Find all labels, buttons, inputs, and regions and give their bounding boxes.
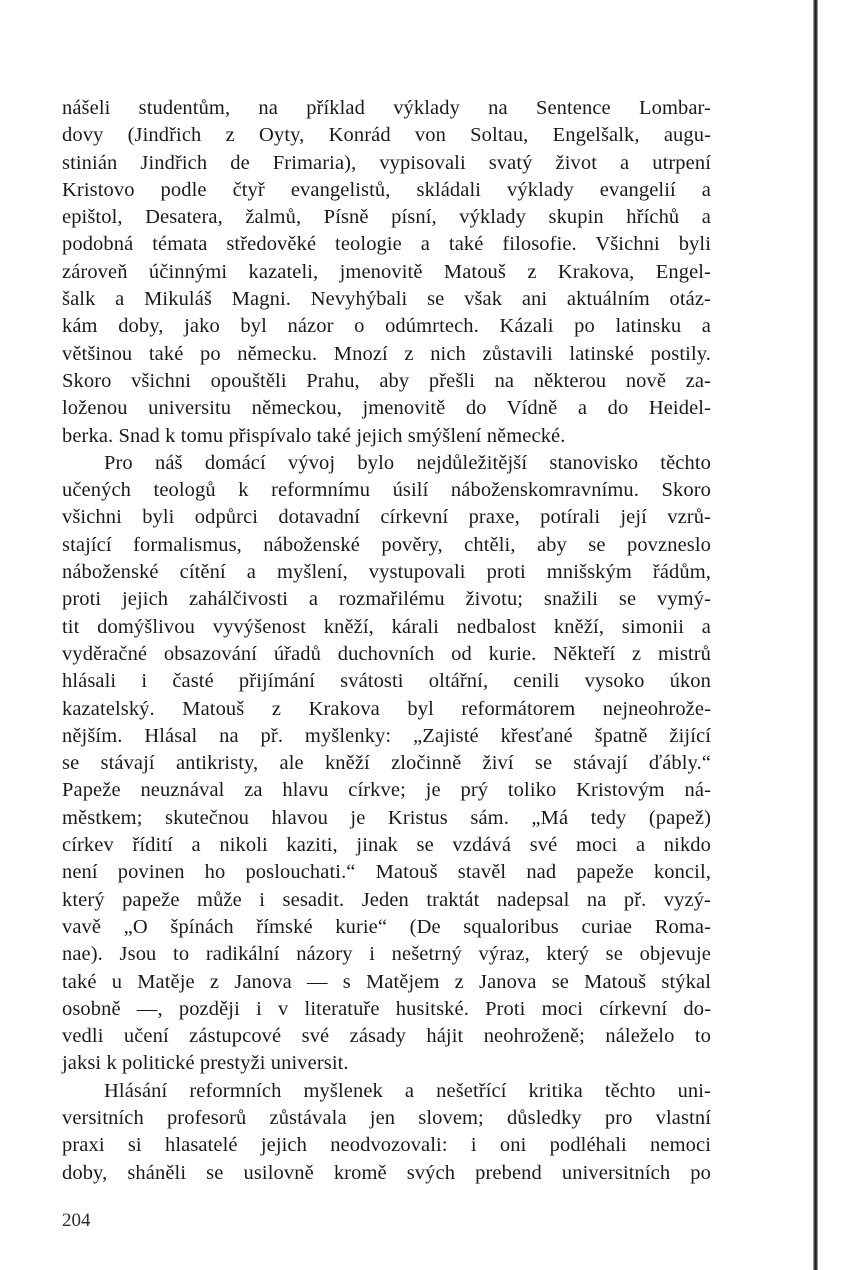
text-line: dovy (Jindřich z Oyty, Konrád von Soltau, Engelšalk, augu- <box>62 124 711 147</box>
text-line: také u Matěje z Janova — s Matějem z Janova se Matouš stýkal <box>62 970 711 993</box>
text-line: který papeže může i sesadit. Jeden traktát nadepsal na př. vyzý- <box>62 888 711 911</box>
text-line: Hlásání reformních myšlenek a nešetřící kritika těchto uni- <box>104 1079 711 1102</box>
text-line: Skoro všichni opouštěli Prahu, aby přešli na některou nově za- <box>62 369 711 392</box>
text-line: podobná témata středověké teologie a také filosofie. Všichni byli <box>62 233 711 256</box>
text-line: učených teologů k reformnímu úsilí náboženskomravnímu. Skoro <box>62 479 711 502</box>
text-line: kám doby, jako byl názor o odúmrtech. Kázali po latinsku a <box>62 315 711 338</box>
text-line: se stávají antikristy, ale kněží zločinně živí se stávají ďábly.“ <box>62 752 711 775</box>
text-line: kazatelský. Matouš z Krakova byl reformátorem nejneohrože- <box>62 697 711 720</box>
text-line: šalk a Mikuláš Magni. Nevyhýbali se však ani aktuálním otáz- <box>62 288 711 311</box>
text-line: hlásali i časté přijímání svátosti oltářní, cenili vysoko úkon <box>62 670 711 693</box>
book-spine-edge <box>813 0 818 1270</box>
text-line: zároveň účinnými kazateli, jmenovitě Matouš z Krakova, Engel- <box>62 260 711 283</box>
text-line: loženou universitu německou, jmenovitě do Vídně a do Heidel- <box>62 397 711 420</box>
text-line: městkem; skutečnou hlavou je Kristus sám. „Má tedy (papež) <box>62 806 711 829</box>
text-line: není povinen ho poslouchati.“ Matouš stavěl nad papeže koncil, <box>62 861 711 884</box>
body-text <box>62 95 711 1187</box>
text-line: všichni byli odpůrci dotavadní církevní praxe, potírali její vzrů- <box>62 506 711 529</box>
text-line: náboženské cítění a myšlení, vystupovali proti mnišským řádům, <box>62 561 711 584</box>
text-line: Pro náš domácí vývoj bylo nejdůležitější stanovisko těchto <box>104 451 711 474</box>
page-number: 204 <box>62 1210 91 1231</box>
text-line: tit domýšlivou vyvýšenost kněží, kárali nedbalost kněží, simonii a <box>62 615 711 638</box>
text-line: versitních profesorů zůstávala jen slovem; důsledky pro vlastní <box>62 1106 711 1129</box>
text-line: proti jejich zahálčivosti a rozmařilému životu; snažili se vymý- <box>62 588 711 611</box>
text-line: nae). Jsou to radikální názory i nešetrný výraz, který se objevuje <box>62 943 711 966</box>
text-line: praxi si hlasatelé jejich neodvozovali: i oni podléhali nemoci <box>62 1134 711 1157</box>
text-line: Papeže neuznával za hlavu církve; je prý toliko Kristovým ná- <box>62 779 711 802</box>
text-line: epištol, Desatera, žalmů, Písně písní, výklady skupin hříchů a <box>62 206 711 229</box>
text-line: vyděračné obsazování úřadů duchovních od kurie. Někteří z mistrů <box>62 642 711 665</box>
text-line: jaksi k politické prestyži universit. <box>62 1052 349 1075</box>
text-line: vedli učení zástupcové své zásady hájit neohroženě; náleželo to <box>62 1025 711 1048</box>
text-line: vavě „O špínách římské kurie“ (De squaloribus curiae Roma- <box>62 915 711 938</box>
text-line: nějším. Hlásal na př. myšlenky: „Zajisté křesťané špatně žijící <box>62 724 711 747</box>
text-line: doby, sháněli se usilovně kromě svých prebend universitních po <box>62 1161 711 1184</box>
text-line: Kristovo podle čtyř evangelistů, skládali výklady evangelií a <box>62 178 711 201</box>
text-line: většinou také po německu. Mnozí z nich zůstavili latinské postily. <box>62 342 711 365</box>
text-line: nášeli studentům, na příklad výklady na Sentence Lombar- <box>62 97 711 119</box>
text-line: církev řídití a nikoli kaziti, jinak se vzdává své moci a nikdo <box>62 834 711 857</box>
text-line: stinián Jindřich de Frimaria), vypisovali svatý život a utrpení <box>62 151 711 174</box>
text-line: osobně —, později i v literatuře husitské. Proti moci církevní do- <box>62 997 711 1020</box>
text-line: stající formalismus, náboženské pověry, chtěli, aby se povzneslo <box>62 533 711 556</box>
text-line: berka. Snad k tomu přispívalo také jejich smýšlení německé. <box>62 424 566 447</box>
